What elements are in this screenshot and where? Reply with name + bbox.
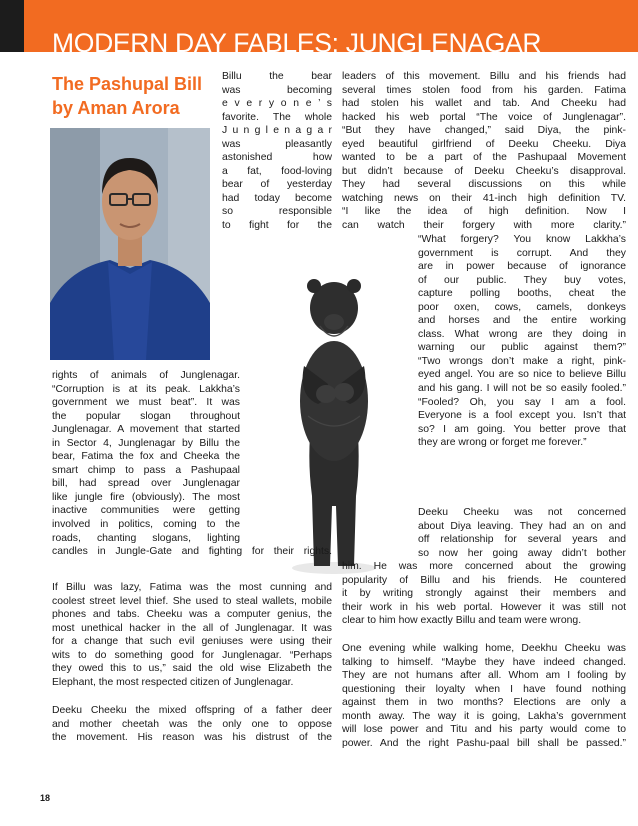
column-1-wrap-paragraph <box>52 369 332 559</box>
column-2-evening-paragraph <box>342 642 626 750</box>
text-line: rights of animals of Junglenagar. <box>52 370 240 381</box>
text-line: so? I am going. You better prove that <box>418 423 626 435</box>
text-line: Billu the bear <box>222 71 332 82</box>
text-line: class. What wrong are they doing in <box>418 328 626 340</box>
text-line: off relationship for several years and <box>418 534 626 546</box>
text-line: One evening while walking home, Deekhu Cheeku was <box>342 643 626 654</box>
text-line: and mother cheetah was the only one to oppose <box>52 718 332 730</box>
text-line: like jungle fire (obviously). The most <box>52 491 240 503</box>
text-line: power. And the right Pashu-paal bill shall be passed.” <box>342 737 626 749</box>
text-line: “I like the idea of high definition. Now I <box>342 206 626 218</box>
text-line: bear, Fatima the fox and Cheeka the <box>52 451 240 463</box>
author-name: by Aman Arora <box>52 98 180 118</box>
page-title: MODERN DAY FABLES: JUNGLENAGAR <box>52 28 542 58</box>
text-line: clear to him how exactly Billu and team were wrong. <box>342 615 582 627</box>
text-line: watching news on their 41-inch high definition TV. <box>342 192 626 204</box>
text-line: candles in Jungle-Gate and fighting for their rights. <box>52 546 332 558</box>
text-line: will lose power and Titu and his party would come to <box>342 724 626 736</box>
text-line: talking to himself. “Maybe they have indeed changed. <box>342 656 626 668</box>
text-line: phones and tabs. Cheeku was a computer genius, the <box>52 609 332 621</box>
text-line: smart chimp to pass a Pashupaal <box>52 464 240 476</box>
text-line: they owed this to us,” said the old wise Elizabeth the <box>52 663 332 675</box>
text-line: Deeku Cheeku was not concerned <box>418 507 626 518</box>
text-line: poor oxen, cows, camels, donkeys <box>418 301 626 313</box>
text-line: had stolen his wallet and tab. And Cheeku had <box>342 98 626 110</box>
text-line: so responsible <box>222 206 332 218</box>
text-line: “But they have changed,” said Diya, the pink- <box>342 125 626 137</box>
text-line: against them in two months? Elections are only a <box>342 697 626 709</box>
text-line: the popular slogan throughout <box>52 410 240 422</box>
text-line: government is corrupt. And they <box>418 247 626 259</box>
text-line: but didn’t because of Deeku Cheeku’s disapproval. <box>342 165 626 177</box>
text-line: bill, had spread over Junglenagar <box>52 478 240 490</box>
column-1-intro <box>222 70 332 233</box>
text-line: and horses and the entire working <box>418 315 626 327</box>
column-1-paragraph-fatima <box>52 581 332 689</box>
text-line: a fat, food-loving <box>222 165 332 177</box>
text-line: was pleasantly <box>222 138 332 150</box>
text-line: of our public. They buy votes, <box>418 274 626 286</box>
text-line: bear of yesterday <box>222 179 332 191</box>
text-line: are in power because of ignorance <box>418 261 626 273</box>
text-line: the movement. His reason was his distrust of the <box>52 732 332 744</box>
text-line: involved in politics, coming to the <box>52 519 240 531</box>
text-line: it by writing strongly against their members and <box>342 588 626 600</box>
text-line: their work in his web portal. However it was still not <box>342 601 626 613</box>
text-line: leaders of this movement. Billu and his friends had <box>342 71 626 82</box>
text-line: “Fooled? Oh, you say I am a fool. <box>418 396 626 408</box>
text-line: in Sector 4, Junglenagar by Billu the <box>52 437 240 449</box>
text-line: Junglenagar. A movement that started <box>52 424 240 436</box>
text-line: “Two wrongs don’t make a right, pink- <box>418 355 626 367</box>
text-line: several times stolen food from his garden. Fatima <box>342 84 626 96</box>
text-line: Everyone is a fool except you. Isn’t that <box>418 410 626 422</box>
column-1-paragraph-deeku <box>52 704 332 745</box>
text-line: was becoming <box>222 84 332 96</box>
text-line: astonished how <box>222 152 332 164</box>
text-line: eyed angel. You are so nice to believe Billu <box>418 369 626 381</box>
article-byline <box>52 72 202 120</box>
author-photo <box>50 128 210 360</box>
text-line: wanted to be a part of the Pashupaal Movement <box>342 152 626 164</box>
column-2-deeku-paragraph-continued <box>342 560 626 628</box>
text-line: They are not humans after all. Whom am I fooling by <box>342 670 626 682</box>
text-line: and his gang. I will not be so easily fooled.” <box>418 383 626 395</box>
text-line: can watch their forgery with more clarity.” <box>342 220 626 232</box>
text-line: warning our public against them?” <box>418 342 626 354</box>
text-line: wits to do something good for Junglenagar. “Perhaps <box>52 649 332 661</box>
text-line: If Billu was lazy, Fatima was the most cunning and <box>52 582 332 593</box>
article-title: The Pashupal Bill <box>52 74 203 94</box>
text-line: month away. The way it is going, Lakha’s government <box>342 710 626 722</box>
text-line: Deeku Cheeku the mixed offspring of a father deer <box>52 705 332 716</box>
text-line: coolest street level thief. She used to steal wallets, mobile <box>52 595 332 607</box>
text-line: him. He was more concerned about the growing <box>342 561 626 572</box>
text-line: favorite. The whole <box>222 111 332 123</box>
text-line: “What forgery? You know Lakkha’s <box>418 234 626 245</box>
text-line: popularity of Billu and his friends. He countered <box>342 574 626 586</box>
column-2-deeku-paragraph <box>418 506 626 560</box>
text-line: so now her going away didn’t bother <box>418 547 626 559</box>
text-line: about Diya leaving. They had an on and <box>418 520 626 532</box>
text-line: Elephant, the most respected citizen of Junglenagar. <box>52 676 294 688</box>
column-2-top-paragraph <box>342 70 626 233</box>
text-line: roads, chanting slogans, lighting <box>52 532 240 544</box>
text-line: questioning their loyalty when I have found nothing <box>342 683 626 695</box>
text-line: had today become <box>222 192 332 204</box>
text-line: eyed beautiful girlfriend of Deeku Cheeku. Diya <box>342 138 626 150</box>
column-2-dialogue <box>418 233 626 450</box>
text-line: They had several discussions on this while <box>342 179 626 191</box>
text-line: hacked his web portal “The voice of Junglenagar”. <box>342 111 626 123</box>
author-photo-drawing <box>50 128 210 360</box>
page-tab <box>0 0 24 52</box>
text-line: for a change that such evil geniuses were using their <box>52 636 332 648</box>
text-line: inactive communities were getting <box>52 505 240 517</box>
page-number: 18 <box>40 793 51 803</box>
text-line: they are wrong or forget me forever.” <box>418 437 587 449</box>
text-line: government we must beat”. It was <box>52 397 240 409</box>
text-line: J u n g l e n a g a r <box>222 125 332 137</box>
text-line: capture polling booths, cheat the <box>418 288 626 300</box>
text-line: e v e r y o n e ’ s <box>222 98 332 110</box>
text-line: most unethical hacker in the all of Junglenagar. It was <box>52 622 332 634</box>
text-line: to fight for the <box>222 220 332 232</box>
text-line: “Corruption is at its peak. Lakkha’s <box>52 383 240 395</box>
